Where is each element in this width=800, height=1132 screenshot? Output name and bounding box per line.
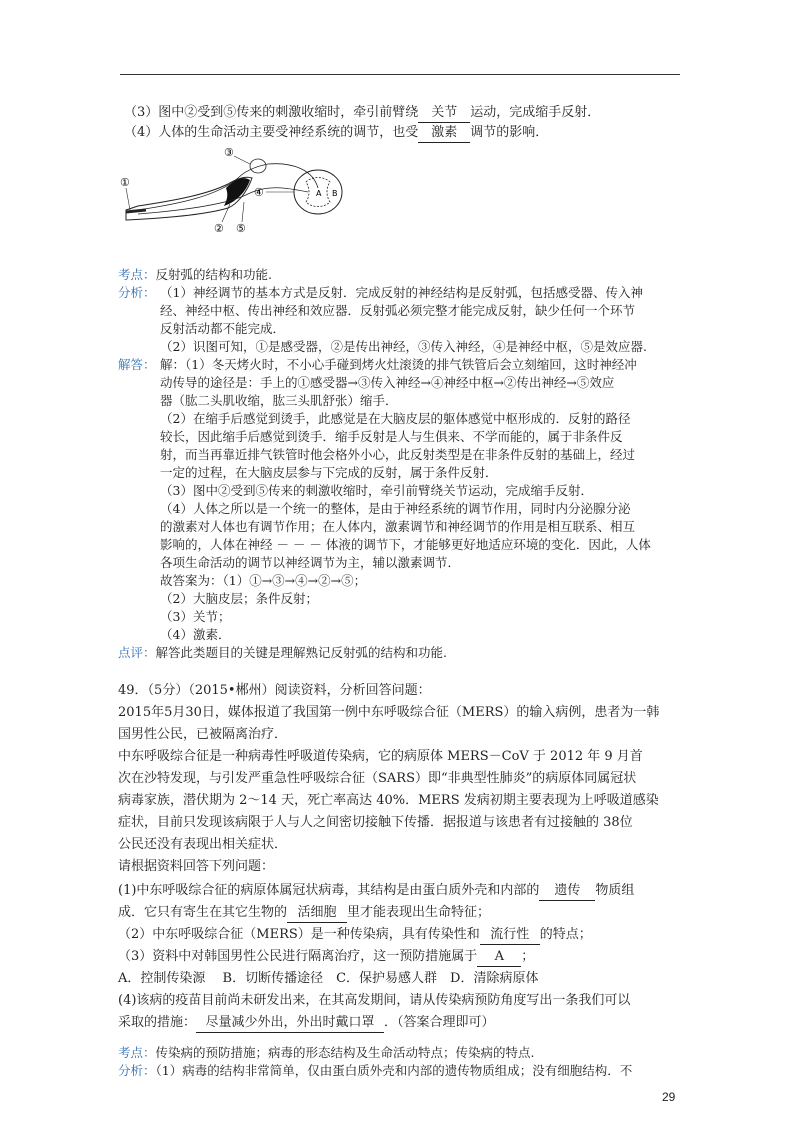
q3-text-end: 运动，完成缩手反射．	[470, 105, 601, 120]
diagram-label-5: ⑤	[236, 222, 246, 235]
q49-s4b	[118, 1014, 495, 1033]
kaodian-text: 传染病的预防措施；病毒的形态结构及生命活动特点；传染病的特点.	[155, 1045, 535, 1060]
q4-answer: 激素	[418, 124, 470, 143]
fenxi-line: （1）神经调节的基本方式是反射．完成反射的神经结构是反射弧，包括感受器、传入神	[160, 285, 643, 300]
diagram-label-B: B	[332, 189, 338, 198]
q49-s1b	[118, 904, 490, 923]
kaodian-2	[118, 1044, 535, 1062]
jieda-line: 动传导的途径是：手上的①感受器→③传入神经→④神经中枢→②传出神经→⑤效应	[160, 375, 615, 390]
fenxi-label: 分析：	[118, 1063, 156, 1078]
q49-para-line: 病毒家族，潜伏期为 2～14 天，死亡率高达 40%．MERS 发病初期主要表现为上呼吸道感染	[118, 793, 659, 808]
jieda-line: 较长，因此缩手后感觉到烫手．缩手反射是人与生俱来、不学而能的，属于非条件反	[160, 429, 623, 444]
dianping-1	[118, 644, 447, 662]
q49-para-line: 症状，目前只发现该病限于人与人之间密切接触下传播．据报道与该患者有过接触的 38位	[118, 815, 633, 830]
jieda-label: 解答：	[118, 357, 156, 372]
jieda-line: （4）人体之所以是一个统一的整体，是由于神经系统的调节作用，同时内分泌腺分泌	[160, 501, 631, 516]
q49-s4b-end: ．（答案合理即可）	[384, 1015, 495, 1030]
q49-s2	[118, 926, 592, 945]
kaodian-text: 反射弧的结构和功能.	[155, 267, 272, 282]
diagram-label-4: ④	[254, 186, 264, 199]
jieda-line: 的激素对人体也有调节作用；在人体内，激素调节和神经调节的作用是相互联系、相互	[160, 519, 636, 534]
jieda-line: 一定的过程，在大脑皮层参与下完成的反射，属于条件反射．	[160, 465, 498, 480]
q49-para-line: 次在沙特发现，与引发严重急性呼吸综合征（SARS）即“非典型性肺炎”的病原体同属冠状	[118, 771, 637, 786]
q4-text: （4）人体的生命活动主要受神经系统的调节，也受	[124, 125, 419, 140]
q49-s1a-text: (1)中东呼吸综合征的病原体属冠状病毒，其结构是由蛋白质外壳和内部的	[118, 883, 540, 898]
jieda-line: （2）在缩手后感觉到烫手，此感觉是在大脑皮层的躯体感觉中枢形成的．反射的路径	[160, 411, 631, 426]
jieda-line: 射，而当再靠近排气铁管时他会格外小心，此反射类型是在非条件反射的基础上，经过	[160, 447, 636, 462]
q49-para-line: 公民还没有表现出相关症状．	[118, 837, 288, 852]
q4-text-end: 调节的影响．	[470, 125, 549, 140]
q49-s1-answer-1: 遗传	[539, 882, 595, 901]
q3-text: （3）图中②受到⑤传来的刺激收缩时，牵引前臂绕	[124, 105, 419, 120]
fenxi-text: （1）病毒的结构非常简单，仅由蛋白质外壳和内部的遗传物质组成；没有细胞结构．不	[155, 1063, 633, 1078]
q49-s4-line: (4)该病的疫苗目前尚未研发出来，在其高发期间，请从传染病预防角度写出一条我们可以	[118, 993, 631, 1008]
fenxi-line: 经、神经中枢、传出神经和效应器．反射弧必须完整才能完成反射，缺少任何一个环节	[160, 303, 636, 318]
q49-s1-answer-2: 活细胞	[287, 904, 347, 923]
dianping-label: 点评：	[118, 645, 156, 660]
q3-line	[124, 104, 600, 123]
q49-para-line: 2015年5月30日，媒体报道了我国第一例中东呼吸综合征（MERS）的输入病例，患者为一韩	[118, 705, 660, 720]
fenxi-line: 反射活动都不能完成．	[160, 321, 286, 336]
q49-s2-answer: 流行性	[480, 926, 540, 945]
q49-s3	[118, 948, 534, 967]
jieda-line: 各项生命活动的调节以神经调节为主，辅以激素调节．	[160, 555, 461, 570]
q49-s1a	[118, 882, 634, 901]
q49-heading: 49．（5分）（2015•郴州）阅读资料，分析回答问题：	[118, 683, 431, 698]
kaodian-label: 考点：	[118, 267, 156, 282]
q49-s4-answer: 尽量减少外出，外出时戴口罩	[196, 1014, 384, 1033]
jieda-line: （3）图中②受到⑤传来的刺激收缩时，牵引前臂绕关节运动，完成缩手反射．	[160, 483, 593, 498]
header-rule	[120, 74, 680, 75]
q49-s2-end: 的特点；	[539, 927, 592, 942]
kaodian-1	[118, 266, 272, 284]
diagram-label-A: A	[316, 189, 322, 198]
fenxi-line: （2）识图可知，①是感受器，②是传出神经，③传入神经，④是神经中枢，⑤是效应器.	[160, 339, 647, 354]
fenxi-2	[118, 1062, 632, 1080]
q49-s4b-text: 采取的措施：	[118, 1015, 197, 1030]
page-number: 29	[662, 1090, 676, 1104]
q4-line	[124, 124, 548, 143]
q49-s3-text: （3）资料中对韩国男性公民进行隔离治疗，这一预防措施属于	[118, 949, 478, 964]
q49-s1b-text: 成．它只有寄生在其它生物的	[118, 905, 288, 920]
q49-s1a-end: 物质组	[595, 883, 635, 898]
diagram-label-1: ①	[120, 176, 130, 189]
q49-s2-text: （2）中东呼吸综合征（MERS）是一种传染病，具有传染性和	[118, 927, 480, 942]
q49-para-line: 国男性公民，已被隔离治疗．	[118, 727, 288, 742]
kaodian-label: 考点：	[118, 1045, 156, 1060]
reflex-arc-diagram	[118, 148, 358, 238]
q49-para-line: 请根据资料回答下列问题：	[118, 859, 275, 874]
jieda-line: 解：（1）冬天烤火时，不小心手碰到烤火灶滚烫的排气铁管后会立刻缩回，这时神经冲	[160, 357, 637, 372]
jieda-line: 影响的，人体在神经 － － － 体液的调节下，才能够更好地适应环境的变化．因此，人体	[160, 537, 651, 552]
jieda-line: （4）激素．	[160, 627, 231, 642]
fenxi-label: 分析：	[118, 285, 156, 300]
jieda-line: （3）关节；	[160, 609, 231, 624]
q49-s1b-end: 里才能表现出生命特征；	[347, 905, 491, 920]
q49-para-line: 中东呼吸综合征是一种病毒性呼吸道传染病，它的病原体 MERS－CoV 于 2012 年 9 月首	[118, 749, 643, 764]
q49-s3-end: ；	[521, 949, 535, 964]
diagram-label-3: ③	[224, 148, 234, 159]
dianping-text: 解答此类题目的关键是理解熟记反射弧的结构和功能.	[155, 645, 447, 660]
jieda-line: （2）大脑皮层；条件反射；	[160, 591, 318, 606]
jieda-line: 故答案为：（1）①→③→④→②→⑤；	[160, 573, 367, 588]
q3-answer: 关节	[418, 104, 470, 123]
jieda-line: 器（肱二头肌收缩，肱三头肌舒张）缩手．	[160, 393, 398, 408]
q49-s3-answer: A	[477, 948, 521, 967]
q49-options: A．控制传染源 B．切断传播途径 C．保护易感人群 D．清除病原体	[118, 971, 539, 986]
diagram-label-2: ②	[214, 222, 224, 235]
